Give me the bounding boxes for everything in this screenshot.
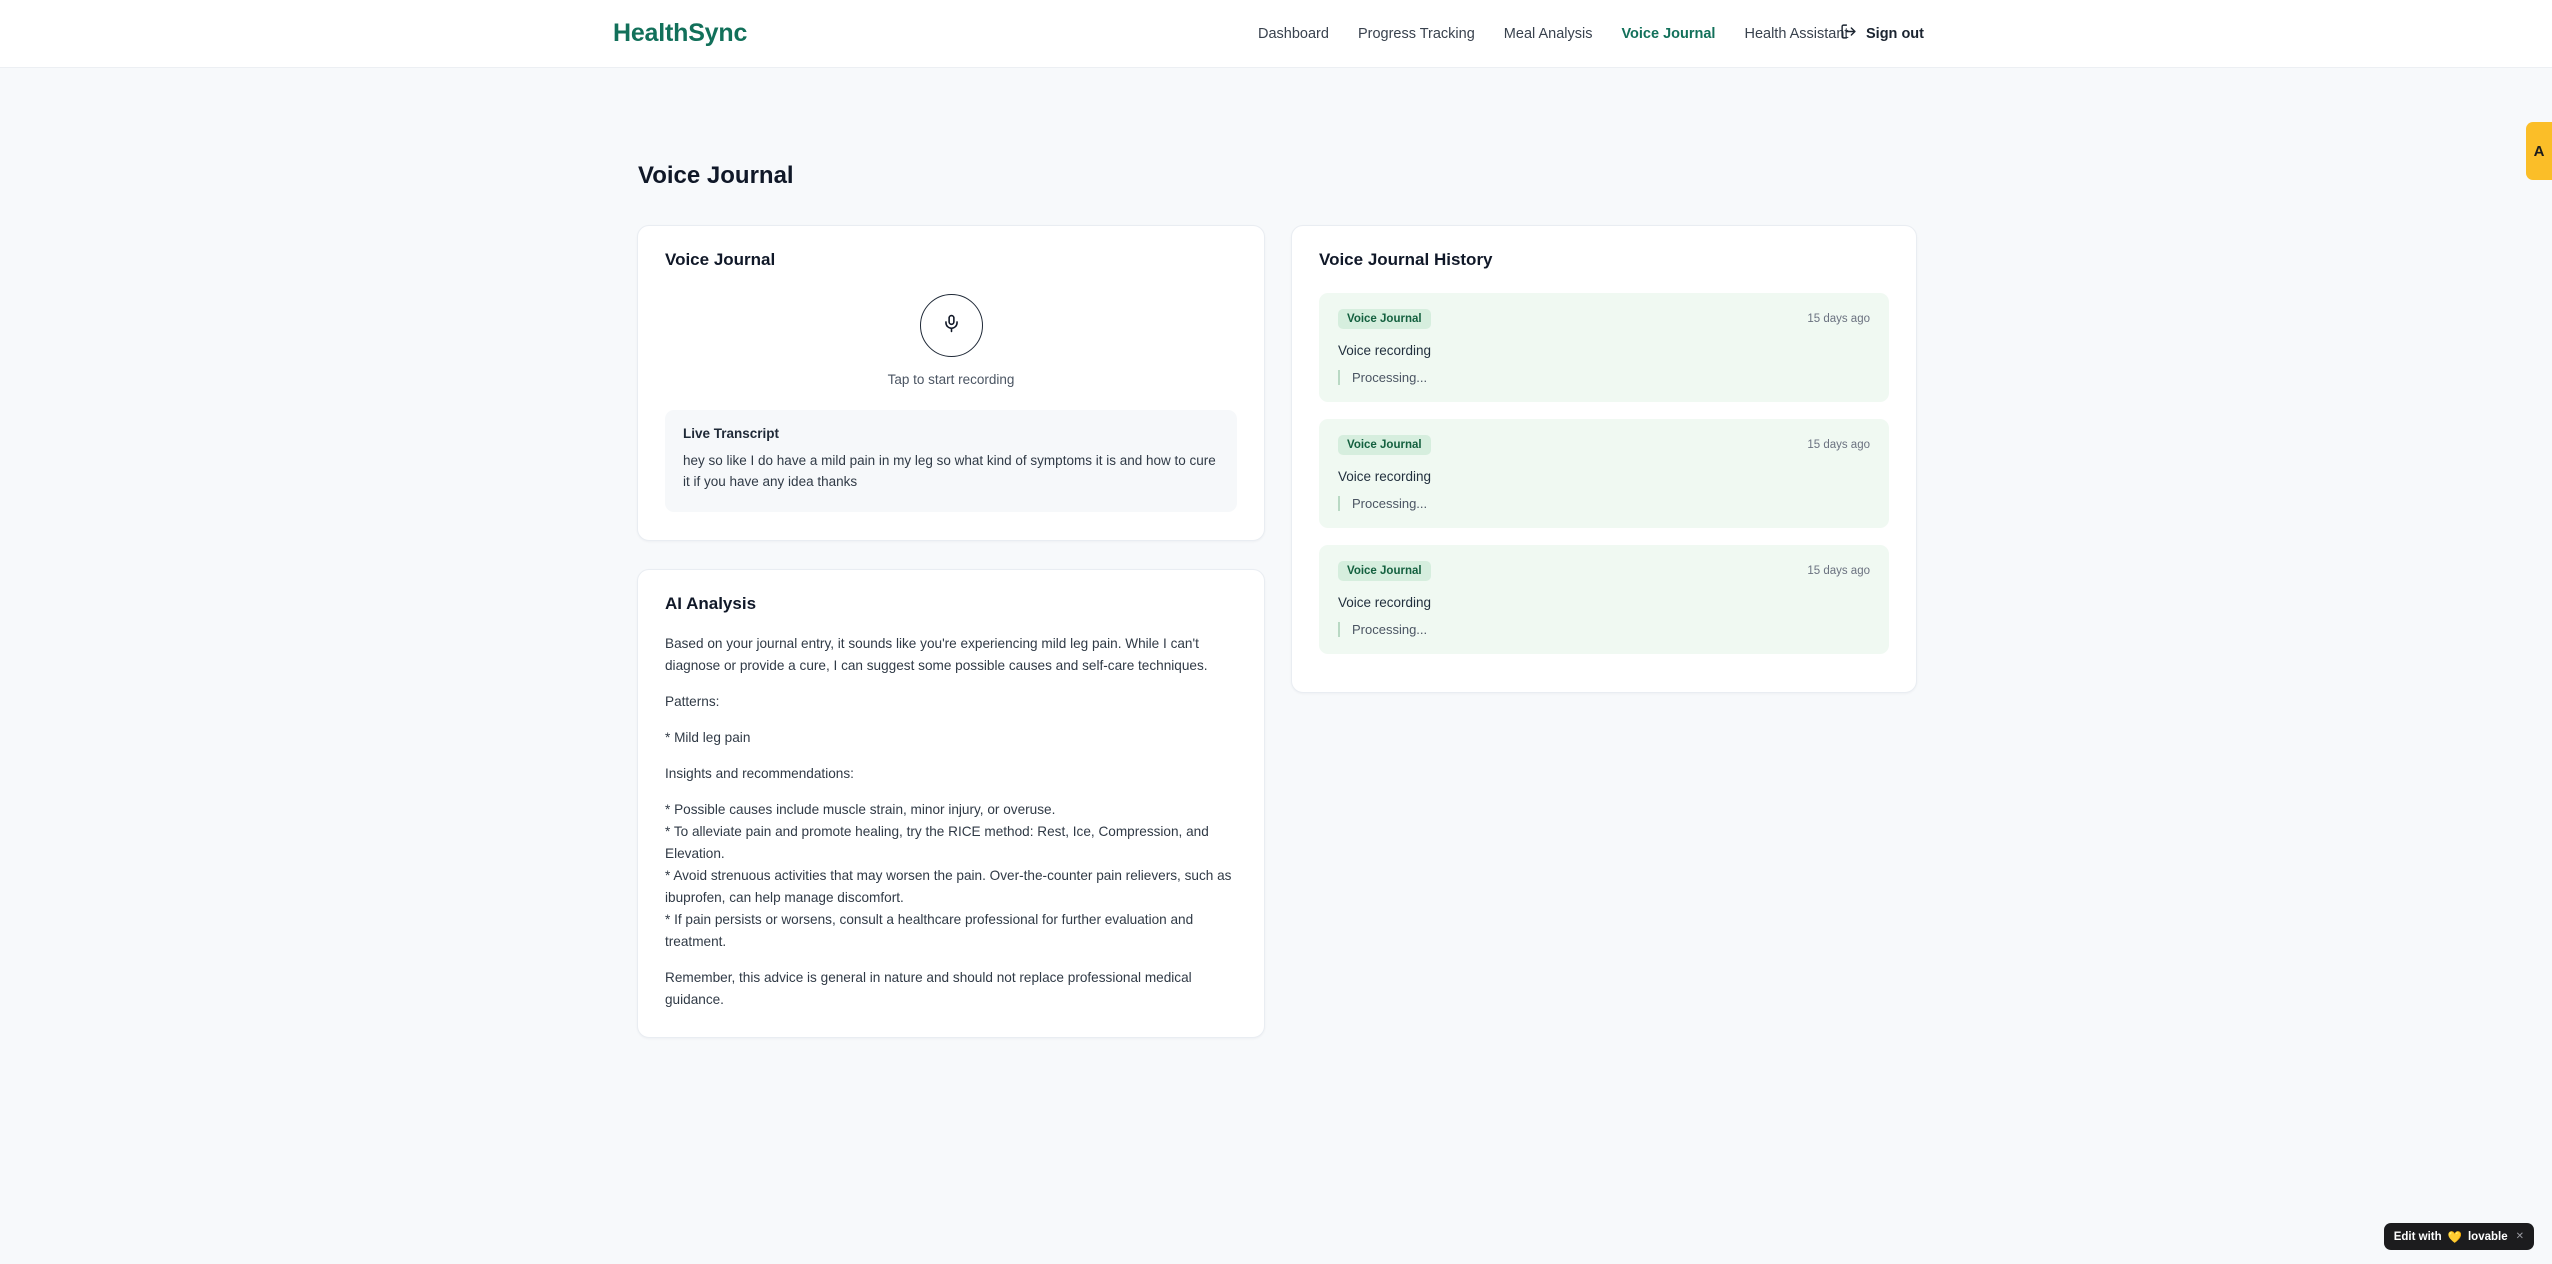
- right-column: [1291, 225, 1917, 693]
- voice-journal-history-card: [1291, 225, 1917, 693]
- sign-out-label: Sign out: [1866, 25, 1924, 42]
- history-item-time: 15 days ago: [1807, 313, 1870, 325]
- ai-analysis-card: [637, 569, 1265, 1038]
- close-icon[interactable]: ✕: [2515, 1231, 2524, 1242]
- analysis-insight-item: * If pain persists or worsens, consult a healthcare professional for further evaluation and treatment.: [665, 912, 1194, 950]
- analysis-insight-item: * Avoid strenuous activities that may worsen the pain. Over-the-counter pain relievers, such as ibuprofen, can help manage discomfort.: [665, 867, 1232, 905]
- analysis-insight-list: [665, 799, 1237, 953]
- history-item-header: [1338, 309, 1870, 329]
- analysis-insight-item: * Possible causes include muscle strain, minor injury, or overuse.: [665, 801, 1056, 817]
- analysis-insights-label: Insights and recommendations:: [665, 765, 854, 781]
- record-caption: Tap to start recording: [887, 372, 1015, 387]
- nav-item-health-assistant[interactable]: Health Assistant: [1744, 25, 1849, 42]
- history-item-header: [1338, 561, 1870, 581]
- history-item-time: 15 days ago: [1807, 565, 1870, 577]
- content-grid: [637, 225, 1917, 1038]
- brand-logo[interactable]: HealthSync: [613, 19, 748, 47]
- mic-area: [638, 294, 1264, 387]
- live-transcript-panel: [665, 410, 1237, 512]
- nav-item-voice-journal[interactable]: Voice Journal: [1621, 25, 1716, 42]
- side-panel-toggle-label: A: [2533, 142, 2545, 160]
- history-title: Voice Journal History: [1319, 250, 1493, 269]
- sign-out-button[interactable]: [1840, 23, 1924, 45]
- main-nav: [1258, 26, 1848, 42]
- left-column: [637, 225, 1265, 1038]
- status-badge: Voice Journal: [1338, 561, 1431, 581]
- live-transcript-text: hey so like I do have a mild pain in my leg so what kind of symptoms it is and how to cure it if you have any idea thanks: [683, 453, 1216, 489]
- history-item-status: Processing...: [1338, 496, 1870, 511]
- ai-analysis-body: [638, 614, 1264, 1011]
- history-item-time: 15 days ago: [1807, 439, 1870, 451]
- analysis-pattern-item: * Mild leg pain: [665, 729, 751, 745]
- edit-with-label: Edit with: [2393, 1230, 2442, 1243]
- nav-item-meal-analysis[interactable]: Meal Analysis: [1503, 25, 1593, 42]
- list-item[interactable]: [1319, 419, 1889, 528]
- heart-icon: 💛: [2447, 1231, 2462, 1244]
- lovable-brand-label: lovable: [2467, 1230, 2508, 1243]
- page-container: [0, 68, 2552, 1008]
- analysis-insight-item: * To alleviate pain and promote healing, try the RICE method: Rest, Ice, Compression, and Elevation.: [665, 823, 1209, 861]
- voice-recorder-title: Voice Journal: [665, 250, 776, 269]
- status-badge: Voice Journal: [1338, 309, 1431, 329]
- voice-recorder-card: [637, 225, 1265, 541]
- history-item-header: [1338, 435, 1870, 455]
- sign-out-icon: [1840, 23, 1857, 45]
- ai-analysis-title: AI Analysis: [665, 593, 757, 613]
- history-list: [1292, 270, 1916, 654]
- page-title: Voice Journal: [638, 162, 794, 189]
- side-panel-toggle[interactable]: [2526, 122, 2552, 180]
- nav-item-progress-tracking[interactable]: Progress Tracking: [1357, 25, 1475, 42]
- live-transcript-label: Live Transcript: [683, 426, 780, 441]
- history-item-title: Voice recording: [1338, 343, 1432, 358]
- top-navbar: [0, 0, 2552, 68]
- history-item-title: Voice recording: [1338, 469, 1432, 484]
- list-item[interactable]: [1319, 293, 1889, 402]
- history-item-status: Processing...: [1338, 622, 1870, 637]
- history-item-status: Processing...: [1338, 370, 1870, 385]
- status-badge: Voice Journal: [1338, 435, 1431, 455]
- record-button[interactable]: [920, 294, 983, 357]
- edit-with-lovable-badge[interactable]: [2384, 1223, 2534, 1250]
- analysis-intro: Based on your journal entry, it sounds like you're experiencing mild leg pain. While I can't diagnose or provide a cure, I can suggest some possible causes and self-care techniques.: [665, 635, 1208, 673]
- list-item[interactable]: [1319, 545, 1889, 654]
- history-item-title: Voice recording: [1338, 595, 1432, 610]
- nav-item-dashboard[interactable]: Dashboard: [1258, 25, 1329, 42]
- microphone-icon: [942, 314, 961, 338]
- analysis-footer: Remember, this advice is general in nature and should not replace professional medical guidance.: [665, 970, 1192, 1008]
- analysis-patterns-label: Patterns:: [665, 693, 720, 709]
